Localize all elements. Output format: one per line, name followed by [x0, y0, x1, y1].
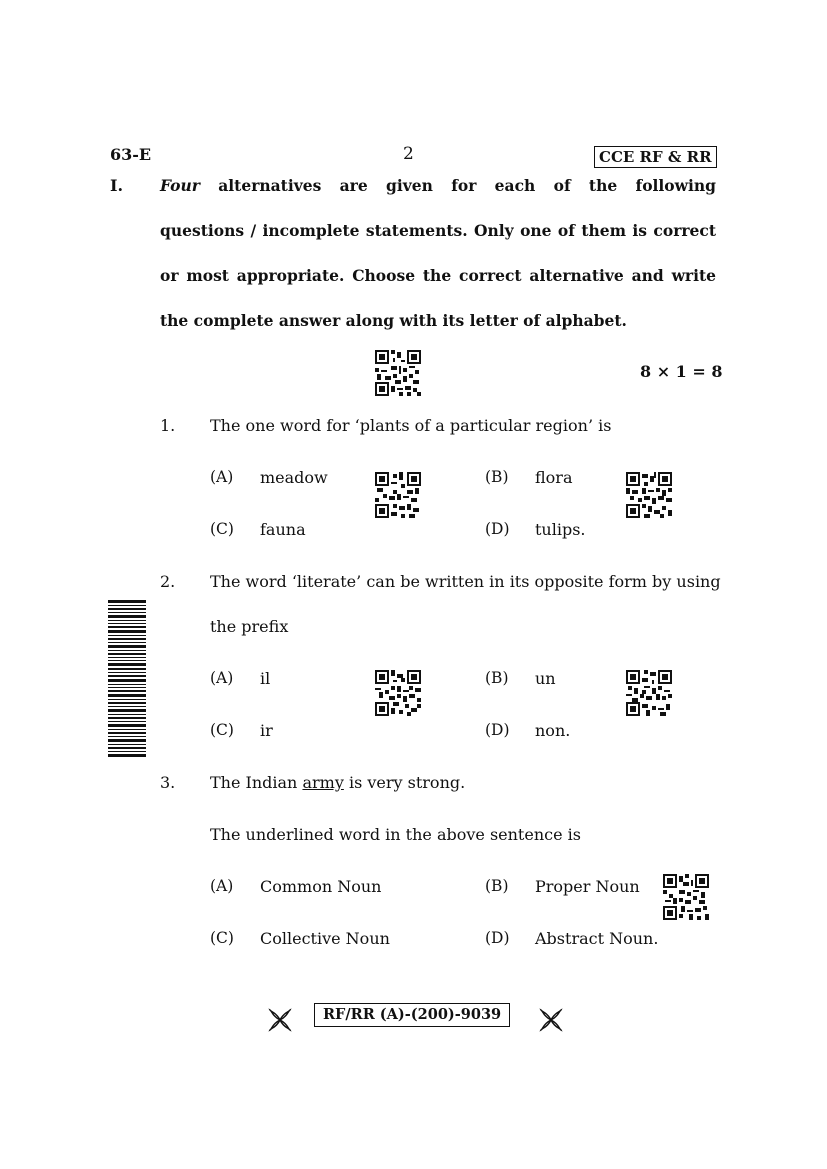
option-text: non. — [535, 721, 571, 740]
option-letter: (B) — [485, 669, 509, 687]
question-text-after: is very strong. — [343, 773, 466, 792]
instruction-line-1-text: alternatives are given for each of the following — [218, 176, 716, 195]
option-letter: (D) — [485, 520, 510, 538]
underlined-word: army — [302, 773, 344, 792]
page-number: 2 — [403, 144, 414, 164]
marks-allocation: 8 × 1 = 8 — [640, 362, 723, 381]
footer-code: RF/RR (A)-(200)-9039 — [314, 1003, 510, 1027]
qr-code-icon — [375, 350, 421, 396]
question-text: The word ‘literate’ can be written in its opposite form by using — [210, 572, 721, 591]
floral-ornament-icon — [539, 1008, 563, 1032]
instruction-line-2: questions / incomplete statements. Only one of them is correct — [160, 221, 716, 240]
question-text-continued: The underlined word in the above sentence is — [210, 825, 581, 844]
instruction-lead: Four — [160, 176, 200, 195]
option-letter: (C) — [210, 520, 234, 538]
instruction-line-1 — [160, 176, 716, 195]
qr-code-icon — [375, 472, 421, 518]
question-number: 1. — [160, 416, 176, 435]
question-text: The one word for ‘plants of a particular region’ is — [210, 416, 612, 435]
series-badge: CCE RF & RR — [594, 146, 717, 168]
option-text: Proper Noun — [535, 877, 640, 896]
qr-code-icon — [375, 670, 421, 716]
option-text: flora — [535, 468, 573, 487]
option-text: ir — [260, 721, 273, 740]
qr-code-icon — [626, 670, 672, 716]
option-text: Abstract Noun. — [535, 929, 659, 948]
option-text: Collective Noun — [260, 929, 390, 948]
qr-code-icon — [626, 472, 672, 518]
option-letter: (D) — [485, 721, 510, 739]
option-text: Common Noun — [260, 877, 382, 896]
barcode-icon — [108, 600, 146, 758]
option-letter: (A) — [210, 468, 234, 486]
floral-ornament-icon — [268, 1008, 292, 1032]
option-text: tulips. — [535, 520, 586, 539]
instruction-line-3: or most appropriate. Choose the correct alternative and write — [160, 266, 716, 285]
option-letter: (B) — [485, 468, 509, 486]
qr-code-icon — [663, 874, 709, 920]
option-letter: (C) — [210, 721, 234, 739]
question-text-continued: the prefix — [210, 617, 289, 636]
paper-code: 63-E — [110, 145, 152, 164]
option-letter: (D) — [485, 929, 510, 947]
option-text: un — [535, 669, 556, 688]
question-text-before: The Indian — [210, 773, 303, 792]
question-text — [210, 773, 465, 792]
option-letter: (C) — [210, 929, 234, 947]
section-number: I. — [110, 176, 124, 195]
question-number: 3. — [160, 773, 176, 792]
question-number: 2. — [160, 572, 176, 591]
option-text: meadow — [260, 468, 328, 487]
option-text: fauna — [260, 520, 306, 539]
option-letter: (B) — [485, 877, 509, 895]
option-letter: (A) — [210, 669, 234, 687]
option-letter: (A) — [210, 877, 234, 895]
instruction-line-4: the complete answer along with its letter of alphabet. — [160, 311, 627, 330]
option-text: il — [260, 669, 271, 688]
